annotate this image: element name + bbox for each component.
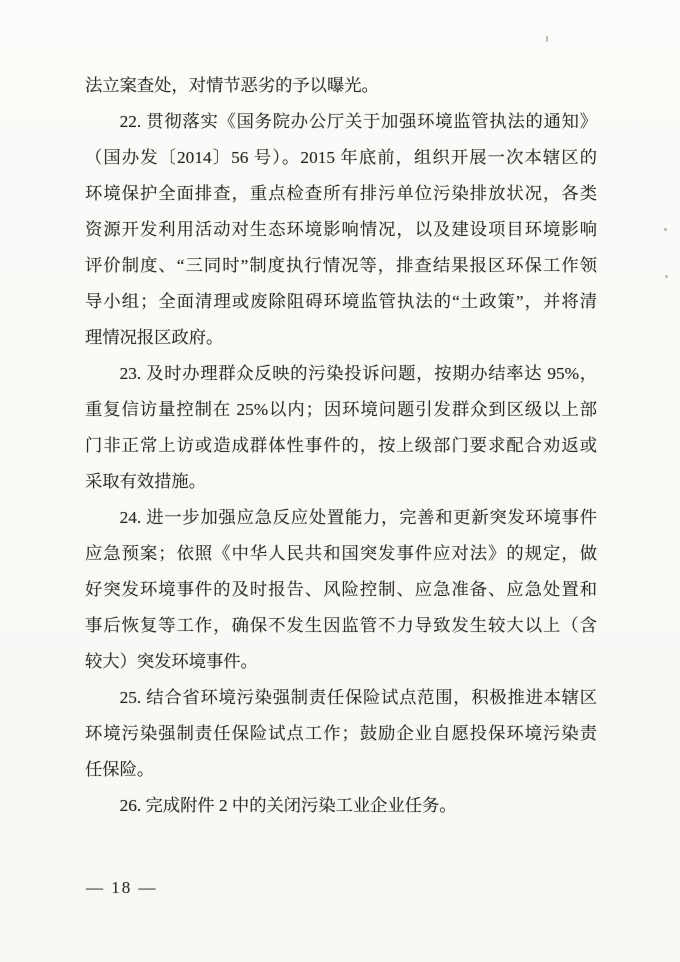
text-line: 采取有效措施。 bbox=[85, 472, 206, 491]
text-line: 24. 进一步加强应急反应处置能力，完善和更新突发环境事件 bbox=[119, 508, 597, 527]
text-line: 任保险。 bbox=[85, 760, 155, 779]
scan-speck bbox=[665, 275, 668, 278]
document-text bbox=[85, 68, 597, 824]
text-line: 法立案查处，对情节恶劣的予以曝光。 bbox=[85, 76, 379, 95]
text-line: 重复信访量控制在 25%以内；因环境问题引发群众到区级以上部 bbox=[85, 400, 597, 419]
text-line: 26. 完成附件 2 中的关闭污染工业企业任务。 bbox=[119, 796, 457, 815]
text-line: 资源开发利用活动对生态环境影响情况，以及建设项目环境影响 bbox=[85, 220, 597, 239]
text-line: 事后恢复等工作，确保不发生因监管不力导致发生较大以上（含 bbox=[85, 616, 597, 635]
text-line: 环境保护全面排查，重点检查所有排污单位污染排放状况，各类 bbox=[85, 184, 597, 203]
text-line: 评价制度、“三同时”制度执行情况等，排查结果报区环保工作领 bbox=[85, 256, 597, 275]
scan-speck bbox=[546, 36, 548, 42]
text-line: 导小组；全面清理或废除阻碍环境监管执法的“土政策”，并将清 bbox=[85, 292, 597, 311]
text-line: 门非正常上访或造成群体性事件的，按上级部门要求配合劝返或 bbox=[85, 436, 597, 455]
text-line: （国办发〔2014〕56 号）。2015 年底前，组织开展一次本辖区的 bbox=[85, 148, 597, 167]
text-line: 22. 贯彻落实《国务院办公厅关于加强环境监管执法的通知》 bbox=[119, 112, 597, 131]
text-line: 25. 结合省环境污染强制责任保险试点范围，积极推进本辖区 bbox=[119, 688, 597, 707]
text-line: 理情况报区政府。 bbox=[85, 328, 224, 347]
text-line: 应急预案；依照《中华人民共和国突发事件应对法》的规定，做 bbox=[85, 544, 597, 563]
text-line: 好突发环境事件的及时报告、风险控制、应急准备、应急处置和 bbox=[85, 580, 597, 599]
text-line: 环境污染强制责任保险试点工作；鼓励企业自愿投保环境污染责 bbox=[85, 724, 597, 743]
page-number: — 18 — bbox=[86, 878, 158, 897]
text-line: 23. 及时办理群众反映的污染投诉问题，按期办结率达 95%， bbox=[119, 364, 597, 383]
text-line: 较大）突发环境事件。 bbox=[85, 652, 258, 671]
scan-speck bbox=[664, 228, 667, 231]
